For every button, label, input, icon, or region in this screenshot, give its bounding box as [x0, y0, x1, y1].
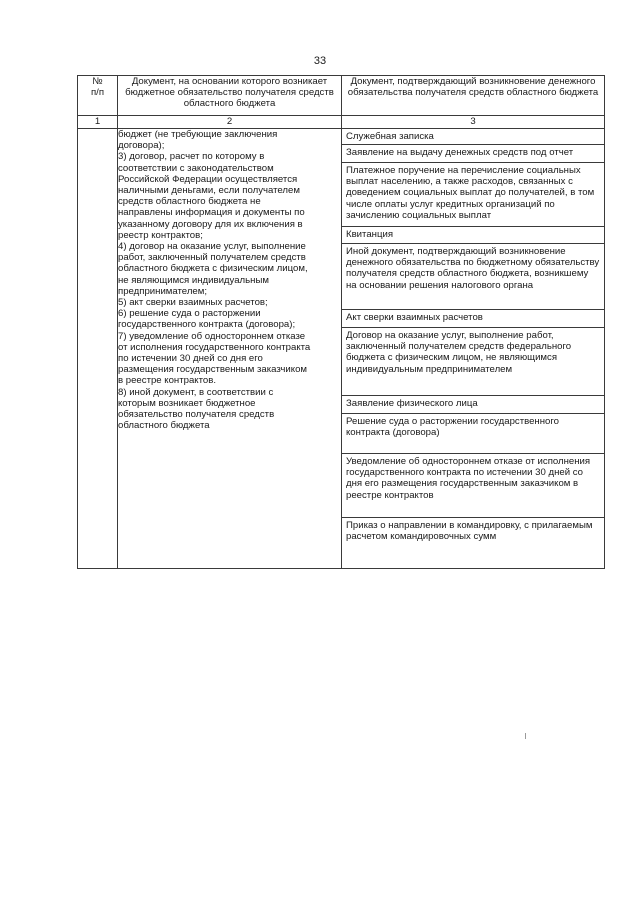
header-col-number: № п/п — [78, 76, 118, 116]
list-item: Иной документ, подтверждающий возникновение денежного обязательства по бюджетному обязательству получателя средств областного бюджета, возникшему на основании решения налогового органа — [342, 244, 604, 310]
column-number-2: 2 — [118, 116, 342, 129]
row-number-cell — [78, 129, 118, 569]
basis-documents-text: бюджет (не требующие заключения договора); 3) договор, расчет по которому в соответствии с законодательством Российской Федерации осуществляется наличными деньгами, если получателем средств областного бюджета не направлены информация и документы по указанному договору для их включения в реестр контрактов; 4) договор на оказание услуг, выполнение работ, заключенный получателем средств областного бюджета с физическим лицом, не являющимся индивидуальным предпринимателем; 5) акт сверки взаимных расчетов; 6) решение суда о расторжении государственного контракта (договора); 7) уведомление об одностороннем отказе от исполнения государственного контракта по истечении 30 дней со дня его размещения государственным заказчиком в реестре контрактов. 8) иной документ, в соответствии с которым возникает бюджетное обязательство получателя средств областного бюджета — [118, 129, 342, 569]
header-col-confirming-document: Документ, подтверждающий возникновение денежного обязательства получателя средств областного бюджета — [342, 76, 605, 116]
scan-mark — [525, 733, 526, 739]
header-col-basis-document: Документ, на основании которого возникает бюджетное обязательство получателя средств областного бюджета — [118, 76, 342, 116]
list-item: Договор на оказание услуг, выполнение работ, заключенный получателем средств федерального бюджета с физическим лицом, не являющимся индивидуальным предпринимателем — [342, 328, 604, 396]
list-item: Приказ о направлении в командировку, с прилагаемым расчетом командировочных сумм — [346, 520, 593, 543]
column-number-1: 1 — [78, 116, 118, 129]
list-item: Заявление на выдачу денежных средств под отчет — [342, 145, 604, 163]
table-row — [78, 129, 605, 569]
column-number-3: 3 — [342, 116, 605, 129]
list-item: Платежное поручение на перечисление социальных выплат населению, а также расходов, связанных с доведением социальных выплат до получателей, в том числе оплаты услуг кредитных организаций по зачислению социальных выплат — [342, 163, 604, 227]
list-item: Акт сверки взаимных расчетов — [342, 310, 604, 328]
list-item: Уведомление об одностороннем отказе от исполнения государственного контракта по истечении 30 дней со дня его размещения государственным заказчиком в реестре контрактов — [342, 454, 604, 518]
confirming-documents-cell — [342, 129, 605, 569]
column-number-row — [78, 116, 605, 129]
page-number: 33 — [313, 55, 327, 67]
documents-table — [77, 75, 605, 569]
confirming-documents-list — [342, 129, 604, 568]
list-item: Заявление физического лица — [342, 396, 604, 414]
list-item: Решение суда о расторжении государственного контракта (договора) — [342, 414, 604, 454]
table-header-row — [78, 76, 605, 116]
list-item: Служебная записка — [342, 129, 604, 145]
list-item: Квитанция — [342, 227, 604, 244]
